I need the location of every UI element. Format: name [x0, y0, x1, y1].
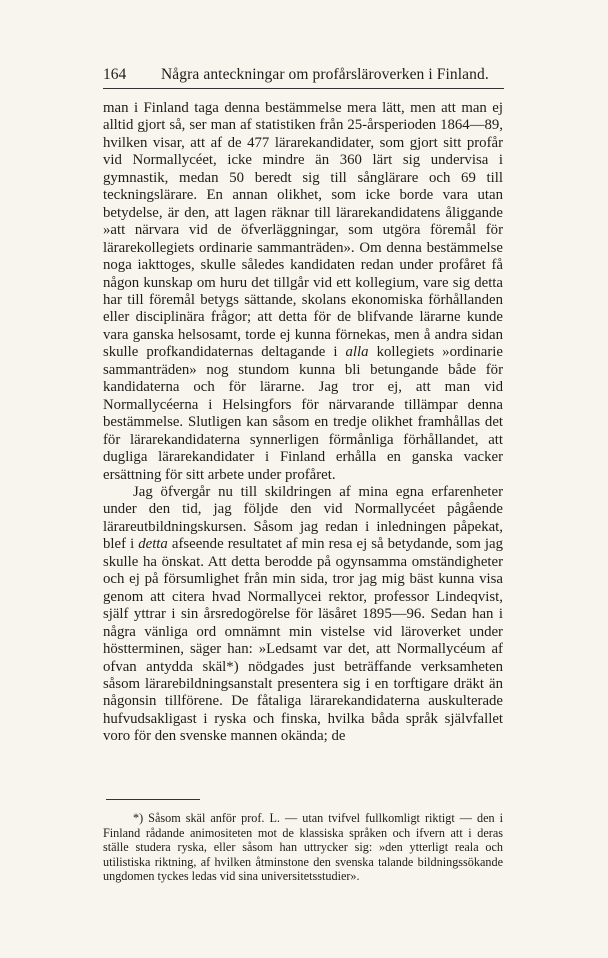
paragraph-2-emphasis: detta	[138, 536, 168, 553]
paragraph-1-emphasis: alla	[345, 344, 369, 361]
paragraph-2-part-2: afseende resultatet af min resa ej så betydande, som jag skulle ha önskat. Att detta berodde på ogynsamma omständigheter och ej på försumlighet från min sida, tror jag mig bäst kunna visa genom att citera hvad Normallycei rektor, professor Lindeqvist, själf yttrar i sin årsredogörelse för läsåret 1895—96. Sedan han i några vänliga ord omnämnt min vistelse vid läroverket under höstterminen, säger han: »Ledsamt var det, att Normallycéum af ofvan antydda skäl*) nödgades just beträffande verksamheten såsom lärarebildningsanstalt presentera sig i en torftigare dräkt än någonsin tillförene. De fåtaliga lärarekandidaterna auskulterade hufvudsakligast i ryska och finska, hvilka båda språk självfallet voro för den svenske mannen okända; de	[103, 536, 503, 745]
footnote-rule	[106, 799, 200, 800]
running-title: Några anteckningar om profårsläroverken i Finland.	[161, 66, 489, 83]
page-header	[103, 66, 523, 86]
paragraph-2-part-1: Jag öfvergår nu till skildringen af mina egna erfarenheter under den tid, jag följde den vid Normallycéet pågående lärareutbildningskursen. Såsom jag redan i inledningen påpekat, blef i	[103, 483, 503, 553]
page-number: 164	[103, 66, 127, 83]
footnote: *) Såsom skäl anför prof. L. — utan tvifvel fullkomligt riktigt — den i Finland rådande animositeten mot de klassiska språken och ifvern att i deras ställe studera ryska, eller såsom han uttrycker sig: »den ytterligt reala och utilistiska riktning, af hvilken åtminstone den svenska talande bildningssökande ungdomen tyckes ledas vid sina universitetsstudier».	[103, 811, 503, 883]
paragraph-1-part-2: kollegiets »ordinarie sammanträden» nog stundom kunna bli betungande både för kandidaterna och för lärarne. Jag tror ej, att man vid Normallycéerna i Helsingfors för närvarande tillämpar denna bestämmelse. Slutligen kan såsom en tredje olikhet framhållas det för lärarekandidaterna synnerligen förmånliga förhållandet, att dugliga lärarekandidater i Finland erhålla en ganska vacker ersättning för sitt arbete under profåret.	[103, 344, 503, 483]
body-text	[103, 100, 503, 746]
paragraph-2	[103, 484, 503, 746]
paragraph-1	[103, 100, 503, 484]
paragraph-1-part-1: man i Finland taga denna bestämmelse mera lätt, men att man ej alltid gjort så, ser man af statistiken från 25-årsperioden 1864—89, hvilken visar, att af de 477 lärarekandidater, som gjort sitt profår vid Normallycéet, icke mindre än 360 lärt sig undervisa i gymnastik, medan 50 beredt sig till sånglärare och 69 till teckningslärare. En annan olikhet, som icke borde vara utan betydelse, är den, att lagen räknar till lärarekandidatens åliggande »att närvara vid de öfverläggningar, som utgöra föremål för lärarekollegiets ordinarie sammanträden». Om denna bestämmelse noga iakttoges, skulle således kandidaten redan under profåret få någon kunskap om huru det tillgår vid ett kollegium, vare sig detta har till föremål betygs sättande, skolans ekonomiska förhållanden eller disciplinära frågor; att detta för de blifvande lärarne kunde vara ganska helsosamt, torde ej kunna förnekas, men å andra sidan skulle profkandidaternas deltagande i	[103, 100, 503, 361]
header-rule	[103, 88, 504, 89]
